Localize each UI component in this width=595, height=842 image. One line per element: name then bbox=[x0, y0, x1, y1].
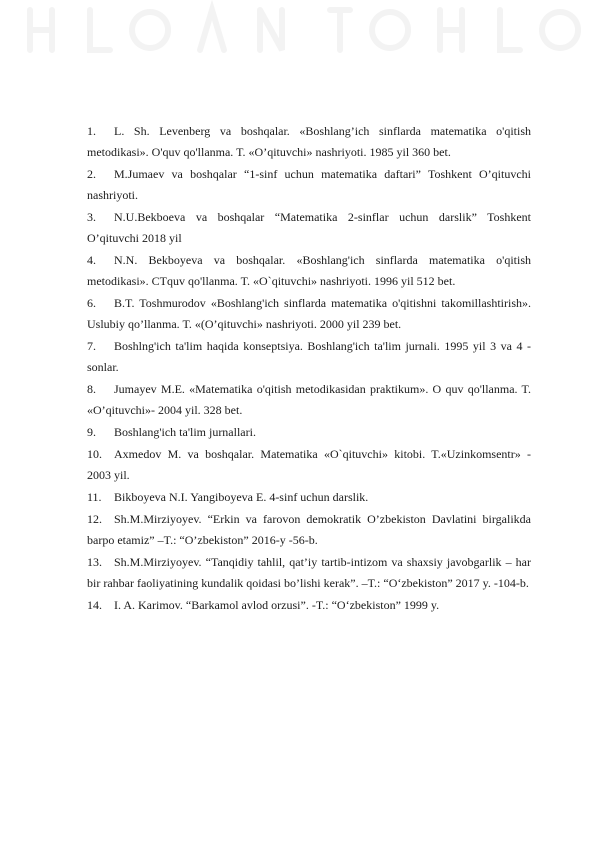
reference-number: 13. bbox=[87, 555, 102, 569]
reference-number: 8. bbox=[87, 382, 96, 396]
reference-text: Boshlang'ich ta'lim jurnallari. bbox=[114, 425, 256, 439]
reference-number: 4. bbox=[87, 253, 96, 267]
reference-item bbox=[87, 121, 531, 163]
reference-number: 10. bbox=[87, 447, 102, 461]
reference-text: N.U.Bekboeva va boshqalar “Matematika 2-sinflar uchun darslik” Toshkent O’qituvchi 2018 yil bbox=[87, 210, 531, 245]
reference-item bbox=[87, 164, 531, 206]
reference-number: 14. bbox=[87, 598, 102, 612]
reference-number: 7. bbox=[87, 339, 96, 353]
reference-number: 9. bbox=[87, 425, 96, 439]
reference-text: Bikboyeva N.I. Yangiboyeva E. 4-sinf uchun darslik. bbox=[114, 490, 369, 504]
reference-list bbox=[87, 121, 531, 617]
reference-text: Jumayev M.E. «Matematika o'qitish metodikasidan praktikum». O quv qo'llanma. T. «O’qituvchi»- 2004 yil. 328 bet. bbox=[87, 382, 531, 417]
reference-item bbox=[87, 336, 531, 378]
reference-item bbox=[87, 595, 531, 616]
reference-text: B.T. Toshmurodov «Boshlang'ich sinflarda matematika o'qitishni takomillashtirish». Uslubiy qo’llanma. T. «(O’qituvchi» nashriyoti. 2000 yil 239 bet. bbox=[87, 296, 531, 331]
reference-number: 1. bbox=[87, 124, 96, 138]
reference-number: 3. bbox=[87, 210, 96, 224]
reference-text: Sh.M.Mirziyoyev. “Erkin va farovon demokratik O’zbekiston Davlatini birgalikda barpo etamiz” –T.: “O’zbekiston” 2016-y -56-b. bbox=[87, 512, 531, 547]
reference-text: Sh.M.Mirziyoyev. “Tanqidiy tahlil, qat’iy tartib-intizom va shaxsiy javobgarlik – har bir rahbar faoliyatining kundalik qoidasi bo’lishi kerak”. –T.: “O‘zbekiston” 2017 y. -104-b. bbox=[87, 555, 531, 590]
reference-text: Boshlng'ich ta'lim haqida konseptsiya. Boshlang'ich ta'lim jurnali. 1995 yil 3 va 4 - sonlar. bbox=[87, 339, 531, 374]
reference-item bbox=[87, 509, 531, 551]
reference-number: 11. bbox=[87, 490, 102, 504]
reference-number: 2. bbox=[87, 167, 96, 181]
reference-item bbox=[87, 444, 531, 486]
reference-item bbox=[87, 422, 531, 443]
reference-number: 12. bbox=[87, 512, 102, 526]
reference-text: M.Jumaev va boshqalar “1-sinf uchun matematika daftari” Toshkent O’qituvchi nashriyoti. bbox=[87, 167, 531, 202]
reference-item bbox=[87, 207, 531, 249]
reference-item bbox=[87, 250, 531, 292]
reference-item bbox=[87, 487, 531, 508]
reference-text: Axmedov M. va boshqalar. Matematika «O`qituvchi» kitobi. T.«Uzinkomsentr» - 2003 yil. bbox=[87, 447, 531, 482]
reference-item bbox=[87, 379, 531, 421]
reference-item bbox=[87, 293, 531, 335]
reference-text: I. A. Karimov. “Barkamol avlod orzusi”. -T.: “O‘zbekiston” 1999 y. bbox=[114, 598, 440, 612]
reference-text: N.N. Bekboyeva va boshqalar. «Boshlang'ich sinflarda matematika o'qitish metodikasi». CTquv qo'llanma. T. «O`qituvchi» nashriyoti. 1996 yil 512 bet. bbox=[87, 253, 531, 288]
reference-item bbox=[87, 552, 531, 594]
reference-text: L. Sh. Levenberg va boshqalar. «Boshlang’ich sinflarda matematika o'qitish metodikasi». O'quv qo'llanma. T. «O’qituvchi» nashriyoti. 1985 yil 360 bet. bbox=[87, 124, 531, 159]
reference-number: 6. bbox=[87, 296, 96, 310]
